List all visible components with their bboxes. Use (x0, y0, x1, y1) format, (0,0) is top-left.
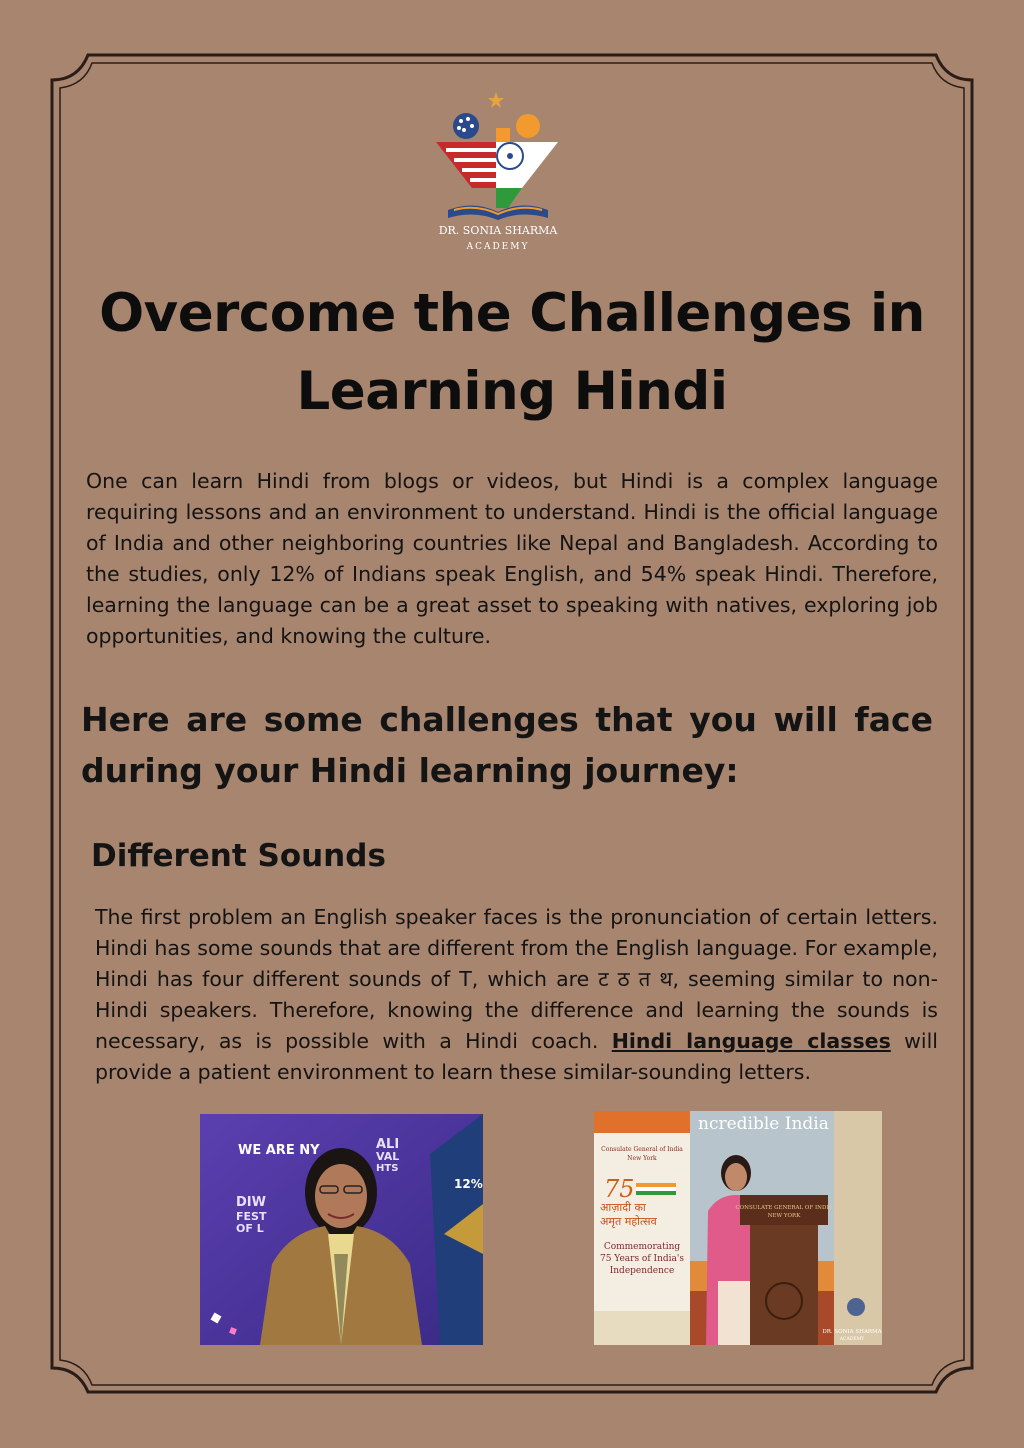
svg-text:FEST: FEST (236, 1210, 267, 1223)
svg-text:आज़ादी का: आज़ादी का (600, 1201, 646, 1214)
academy-logo (426, 88, 570, 256)
section-heading-different-sounds: Different Sounds (91, 838, 386, 874)
challenges-heading: Here are some challenges that you will face during your Hindi learning journey: (81, 700, 933, 790)
paragraph-text-before-link: The first problem an English speaker faces is the pronunciation of certain letters. Hindi has some sounds that are different from the English language. For example, Hindi has four different sounds of T, which are ट ठ त थ, seeming similar to non-Hindi speakers. Therefore, knowing the difference and learning the sounds is necessary, as is possible with a Hindi coach. (95, 905, 938, 1053)
svg-text:ncredible India: ncredible India (698, 1114, 829, 1134)
svg-text:New York: New York (627, 1155, 657, 1162)
svg-text:CONSULATE GENERAL OF INDIA: CONSULATE GENERAL OF INDIA (735, 1205, 833, 1211)
intro-paragraph: One can learn Hindi from blogs or videos, but Hindi is a complex language requiring lessons and an environment to understand. Hindi is the official language of India and other neighboring countries like Nepal and Bangladesh. According to the studies, only 12% of Indians speak English, and 54% speak Hindi. Therefore, learning the language can be a great asset to speaking with natives, exploring job opportunities, and knowing the culture. (86, 469, 938, 648)
svg-text:OF L: OF L (236, 1222, 264, 1235)
svg-text:VAL: VAL (376, 1150, 400, 1163)
paragraph-text-after-link: will provide a patient environment to learn these similar-sounding letters. (95, 1029, 938, 1084)
svg-text:WE ARE NY: WE ARE NY (238, 1143, 320, 1158)
svg-text:DR. SONIA SHARMA: DR. SONIA SHARMA (822, 1329, 882, 1335)
svg-text:ACADEMY: ACADEMY (839, 1337, 865, 1342)
logo-line-2: ACADEMY (466, 242, 530, 252)
different-sounds-paragraph (95, 902, 938, 1088)
svg-text:Consulate General of India: Consulate General of India (601, 1146, 683, 1153)
page-title: Overcome the Challenges in Learning Hindi (99, 283, 925, 422)
photo-teacher-consulate-event (594, 1111, 882, 1345)
svg-text:HTS: HTS (376, 1163, 399, 1174)
hindi-language-classes-link[interactable]: Hindi language classes (611, 1029, 891, 1053)
svg-text:Independence: Independence (609, 1266, 675, 1276)
svg-text:Commemorating: Commemorating (603, 1242, 681, 1252)
svg-text:NEW YORK: NEW YORK (767, 1213, 801, 1219)
svg-text:DIW: DIW (236, 1195, 266, 1210)
svg-text:अमृत महोत्सव: अमृत महोत्सव (600, 1215, 657, 1228)
svg-text:75: 75 (604, 1175, 635, 1203)
svg-text:ALI: ALI (376, 1137, 400, 1152)
svg-text:75 Years of India's: 75 Years of India's (599, 1254, 685, 1264)
photo-teacher-diwali-event (200, 1114, 483, 1345)
svg-text:12%: 12% (454, 1177, 483, 1191)
logo-line-1: DR. SONIA SHARMA (438, 224, 558, 237)
